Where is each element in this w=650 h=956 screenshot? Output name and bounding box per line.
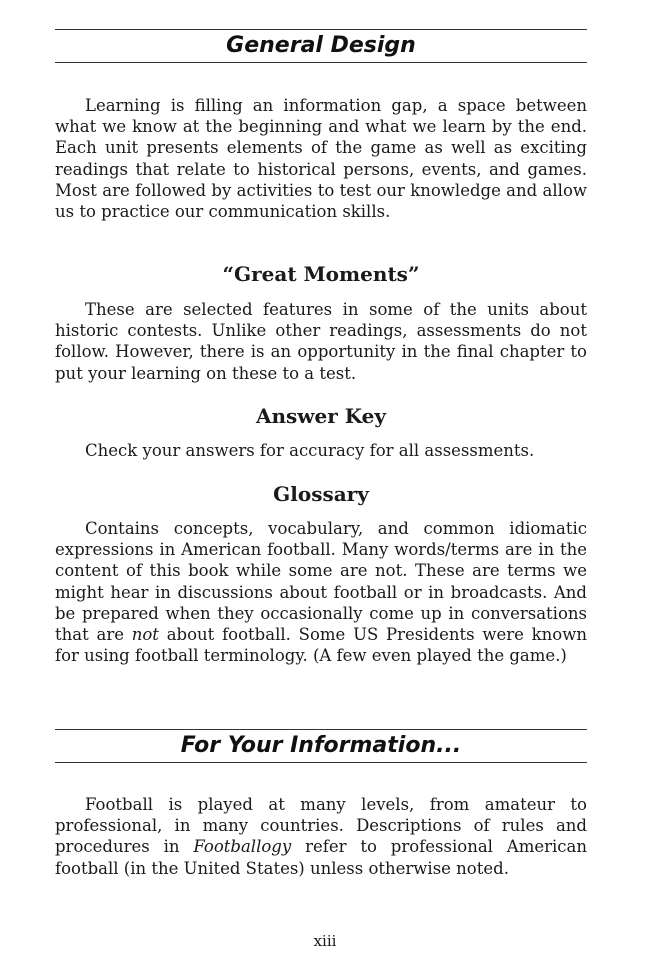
great-moments-paragraph: These are selected features in some of the units about historic contests. Unlike other readings, assessments do not follow. However, there is an opportunity in the final chapter to put your learning on these to a test. (55, 300, 587, 383)
heading-great-moments: “Great Moments” (222, 262, 420, 286)
fyi-text-part-1: Football is played at many levels, from amateur to professional, in many countries. Descriptions of rules and procedures in (55, 795, 587, 857)
glossary-emphasis: not (131, 625, 159, 645)
heading-glossary: Glossary (273, 482, 369, 506)
fyi-text-part-2: refer to professional American football (in the United States) unless otherwise noted. (55, 837, 588, 878)
section-banner-fyi: For Your Information... (55, 729, 587, 763)
heading-answer-key: Answer Key (255, 404, 387, 428)
fyi-emphasis: Footballogy (193, 837, 292, 857)
glossary-text-part-2: about football. Some US Presidents were known for using football terminology. (A few even played the game.) (55, 625, 587, 666)
intro-paragraph: Learning is filling an information gap, a space between what we know at the beginning and what we learn by the end. Each unit presents elements of the game as well as exciting readings that relate to historical persons, events, and games. Most are followed by activities to test our knowledge and allow us to practice our communication skills. (55, 96, 587, 222)
section-banner-general-design: General Design (55, 29, 587, 63)
glossary-text-part-1: Contains concepts, vocabulary, and common idiomatic expressions in American football. Many words/terms are in the content of this book while some are not. These are terms we might hear in discussions about football or in broadcasts. And be prepared when they occasionally come up in conversations that are (55, 519, 587, 645)
page-number: xiii (313, 932, 337, 950)
fyi-paragraph (55, 794, 587, 879)
answer-key-paragraph: Check your answers for accuracy for all assessments. (85, 441, 535, 460)
glossary-paragraph (55, 518, 587, 666)
